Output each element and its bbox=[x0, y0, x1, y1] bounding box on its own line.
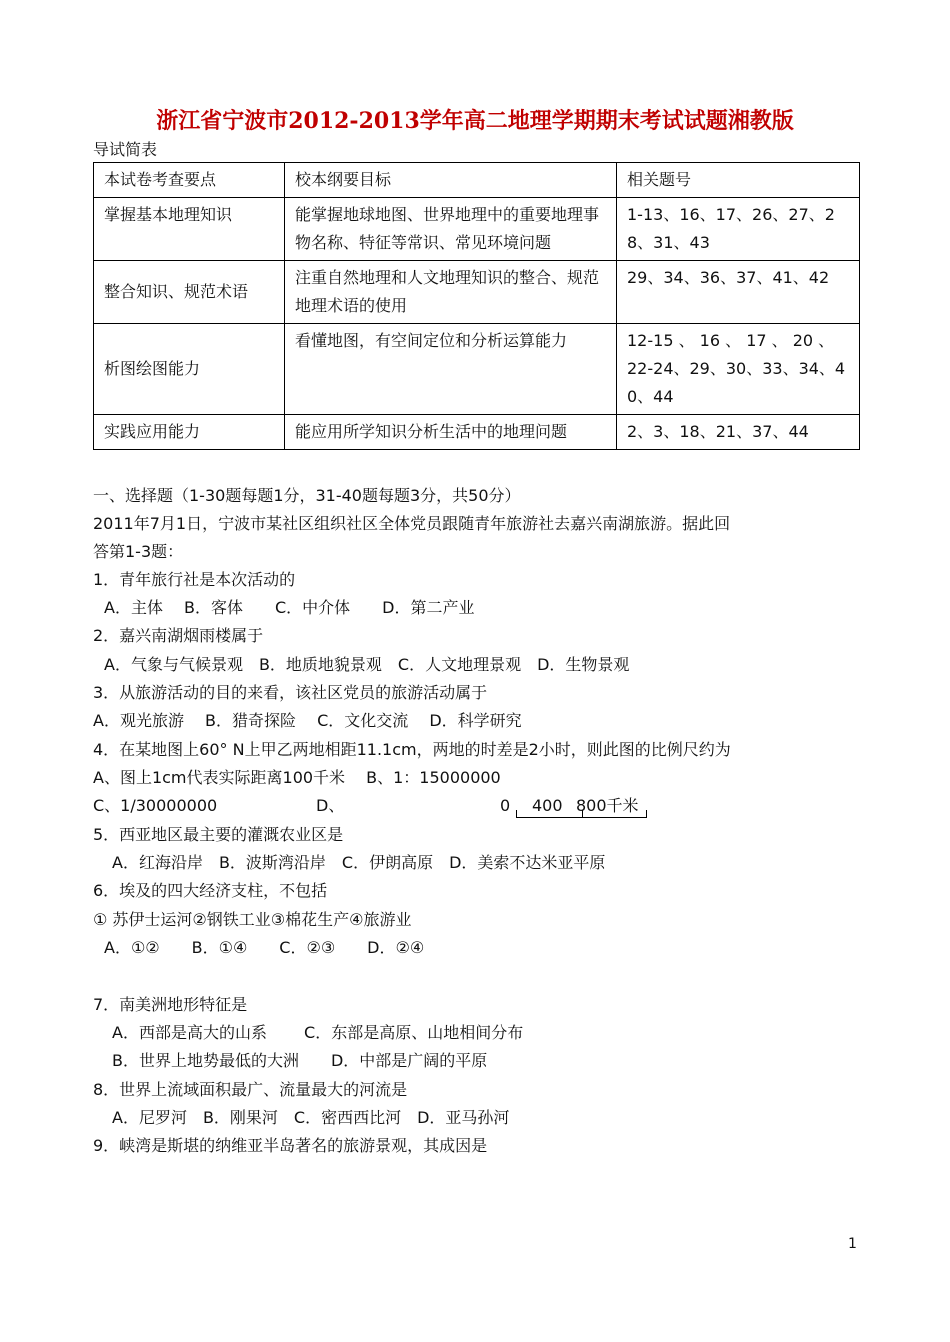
section-heading: 一、选择题（1-30题每题1分，31-40题每题3分，共50分） bbox=[93, 486, 521, 505]
question-2-options: A．气象与气候景观 B．地质地貌景观 C．人文地理景观 D．生物景观 bbox=[104, 655, 630, 674]
page-number: 1 bbox=[848, 1236, 857, 1252]
table-cell-point: 实践应用能力 bbox=[94, 415, 285, 450]
intro-text: 2011年7月1日，宁波市某社区组织社区全体党员跟随青年旅游社去嘉兴南湖旅游。据此回 bbox=[93, 514, 731, 533]
question-8: 8．世界上流域面积最广、流量最大的河流是 bbox=[93, 1080, 408, 1099]
guide-caption: 导试简表 bbox=[93, 140, 158, 159]
table-row bbox=[94, 261, 860, 324]
question-7: 7．南美洲地形特征是 bbox=[93, 995, 248, 1014]
scale-label-mid: 400 bbox=[532, 796, 563, 815]
scale-label-end: 800千米 bbox=[576, 796, 639, 815]
question-6-options: A．①② B．①④ C．②③ D．②④ bbox=[104, 938, 425, 957]
table-row bbox=[94, 198, 860, 261]
question-4-option-ab: A、图上1cm代表实际距离100千米 B、1：15000000 bbox=[93, 768, 501, 787]
table-cell-nums: 29、34、36、37、41、42 bbox=[617, 261, 860, 324]
table-row bbox=[94, 415, 860, 450]
question-6-statements: ① 苏伊士运河②钢铁工业③棉花生产④旅游业 bbox=[93, 910, 412, 929]
table-cell-nums: 12-15 、 16 、 17 、 20 、 22-24、29、30、33、34、40、44 bbox=[617, 324, 860, 415]
question-4: 4．在某地图上60° N上甲乙两地相距11.1cm，两地的时差是2小时，则此图的比例尺约为 bbox=[93, 740, 731, 759]
question-3-options: A．观光旅游 B．猎奇探险 C．文化交流 D．科学研究 bbox=[93, 711, 522, 730]
question-5-options: A．红海沿岸 B．波斯湾沿岸 C．伊朗高原 D．美索不达米亚平原 bbox=[112, 853, 606, 872]
question-9: 9．峡湾是斯堪的纳维亚半岛著名的旅游景观，其成因是 bbox=[93, 1136, 488, 1155]
table-cell-goal: 看懂地图，有空间定位和分析运算能力 bbox=[285, 324, 617, 415]
table-cell-goal: 注重自然地理和人文地理知识的整合、规范地理术语的使用 bbox=[285, 261, 617, 324]
question-1: 1．青年旅行社是本次活动的 bbox=[93, 570, 296, 589]
table-header-cell: 校本纲要目标 bbox=[285, 163, 617, 198]
table-header-cell: 相关题号 bbox=[617, 163, 860, 198]
intro-text: 答第1-3题： bbox=[93, 542, 184, 561]
scale-tick bbox=[516, 810, 517, 818]
table-cell-point: 掌握基本地理知识 bbox=[94, 198, 285, 261]
table-cell-nums: 2、3、18、21、37、44 bbox=[617, 415, 860, 450]
table-cell-point: 整合知识、规范术语 bbox=[94, 261, 285, 324]
question-1-options: A．主体 B．客体 C．中介体 D．第二产业 bbox=[104, 598, 475, 617]
question-4-option-d: D、 bbox=[316, 796, 345, 815]
scale-bar bbox=[500, 795, 652, 823]
table-header-cell: 本试卷考查要点 bbox=[94, 163, 285, 198]
question-8-options: A．尼罗河 B．刚果河 C．密西西比河 D．亚马孙河 bbox=[112, 1108, 510, 1127]
scale-label-zero: 0 bbox=[500, 796, 511, 815]
question-6: 6．埃及的四大经济支柱，不包括 bbox=[93, 881, 328, 900]
question-3: 3．从旅游活动的目的来看，该社区党员的旅游活动属于 bbox=[93, 683, 488, 702]
question-7-options-ac: A．西部是高大的山系 C．东部是高原、山地相间分布 bbox=[112, 1023, 524, 1042]
question-2: 2．嘉兴南湖烟雨楼属于 bbox=[93, 626, 264, 645]
table-cell-goal: 能掌握地球地图、世界地理中的重要地理事物名称、特征等常识、常见环境问题 bbox=[285, 198, 617, 261]
question-7-options-bd: B．世界上地势最低的大洲 D．中部是广阔的平原 bbox=[112, 1051, 488, 1070]
table-cell-goal: 能应用所学知识分析生活中的地理问题 bbox=[285, 415, 617, 450]
scale-tick bbox=[646, 810, 647, 818]
table-cell-nums: 1-13、16、17、26、27、28、31、43 bbox=[617, 198, 860, 261]
table-row bbox=[94, 324, 860, 415]
question-5: 5．西亚地区最主要的灌溉农业区是 bbox=[93, 825, 344, 844]
document-title: 浙江省宁波市2012-2013学年高二地理学期期末考试试题湘教版 bbox=[156, 108, 794, 134]
table-header-row bbox=[94, 163, 860, 198]
question-4-option-c: C、1/30000000 bbox=[93, 796, 218, 815]
scale-tick bbox=[582, 810, 583, 818]
guide-table bbox=[93, 162, 860, 450]
table-cell-point: 析图绘图能力 bbox=[94, 324, 285, 415]
